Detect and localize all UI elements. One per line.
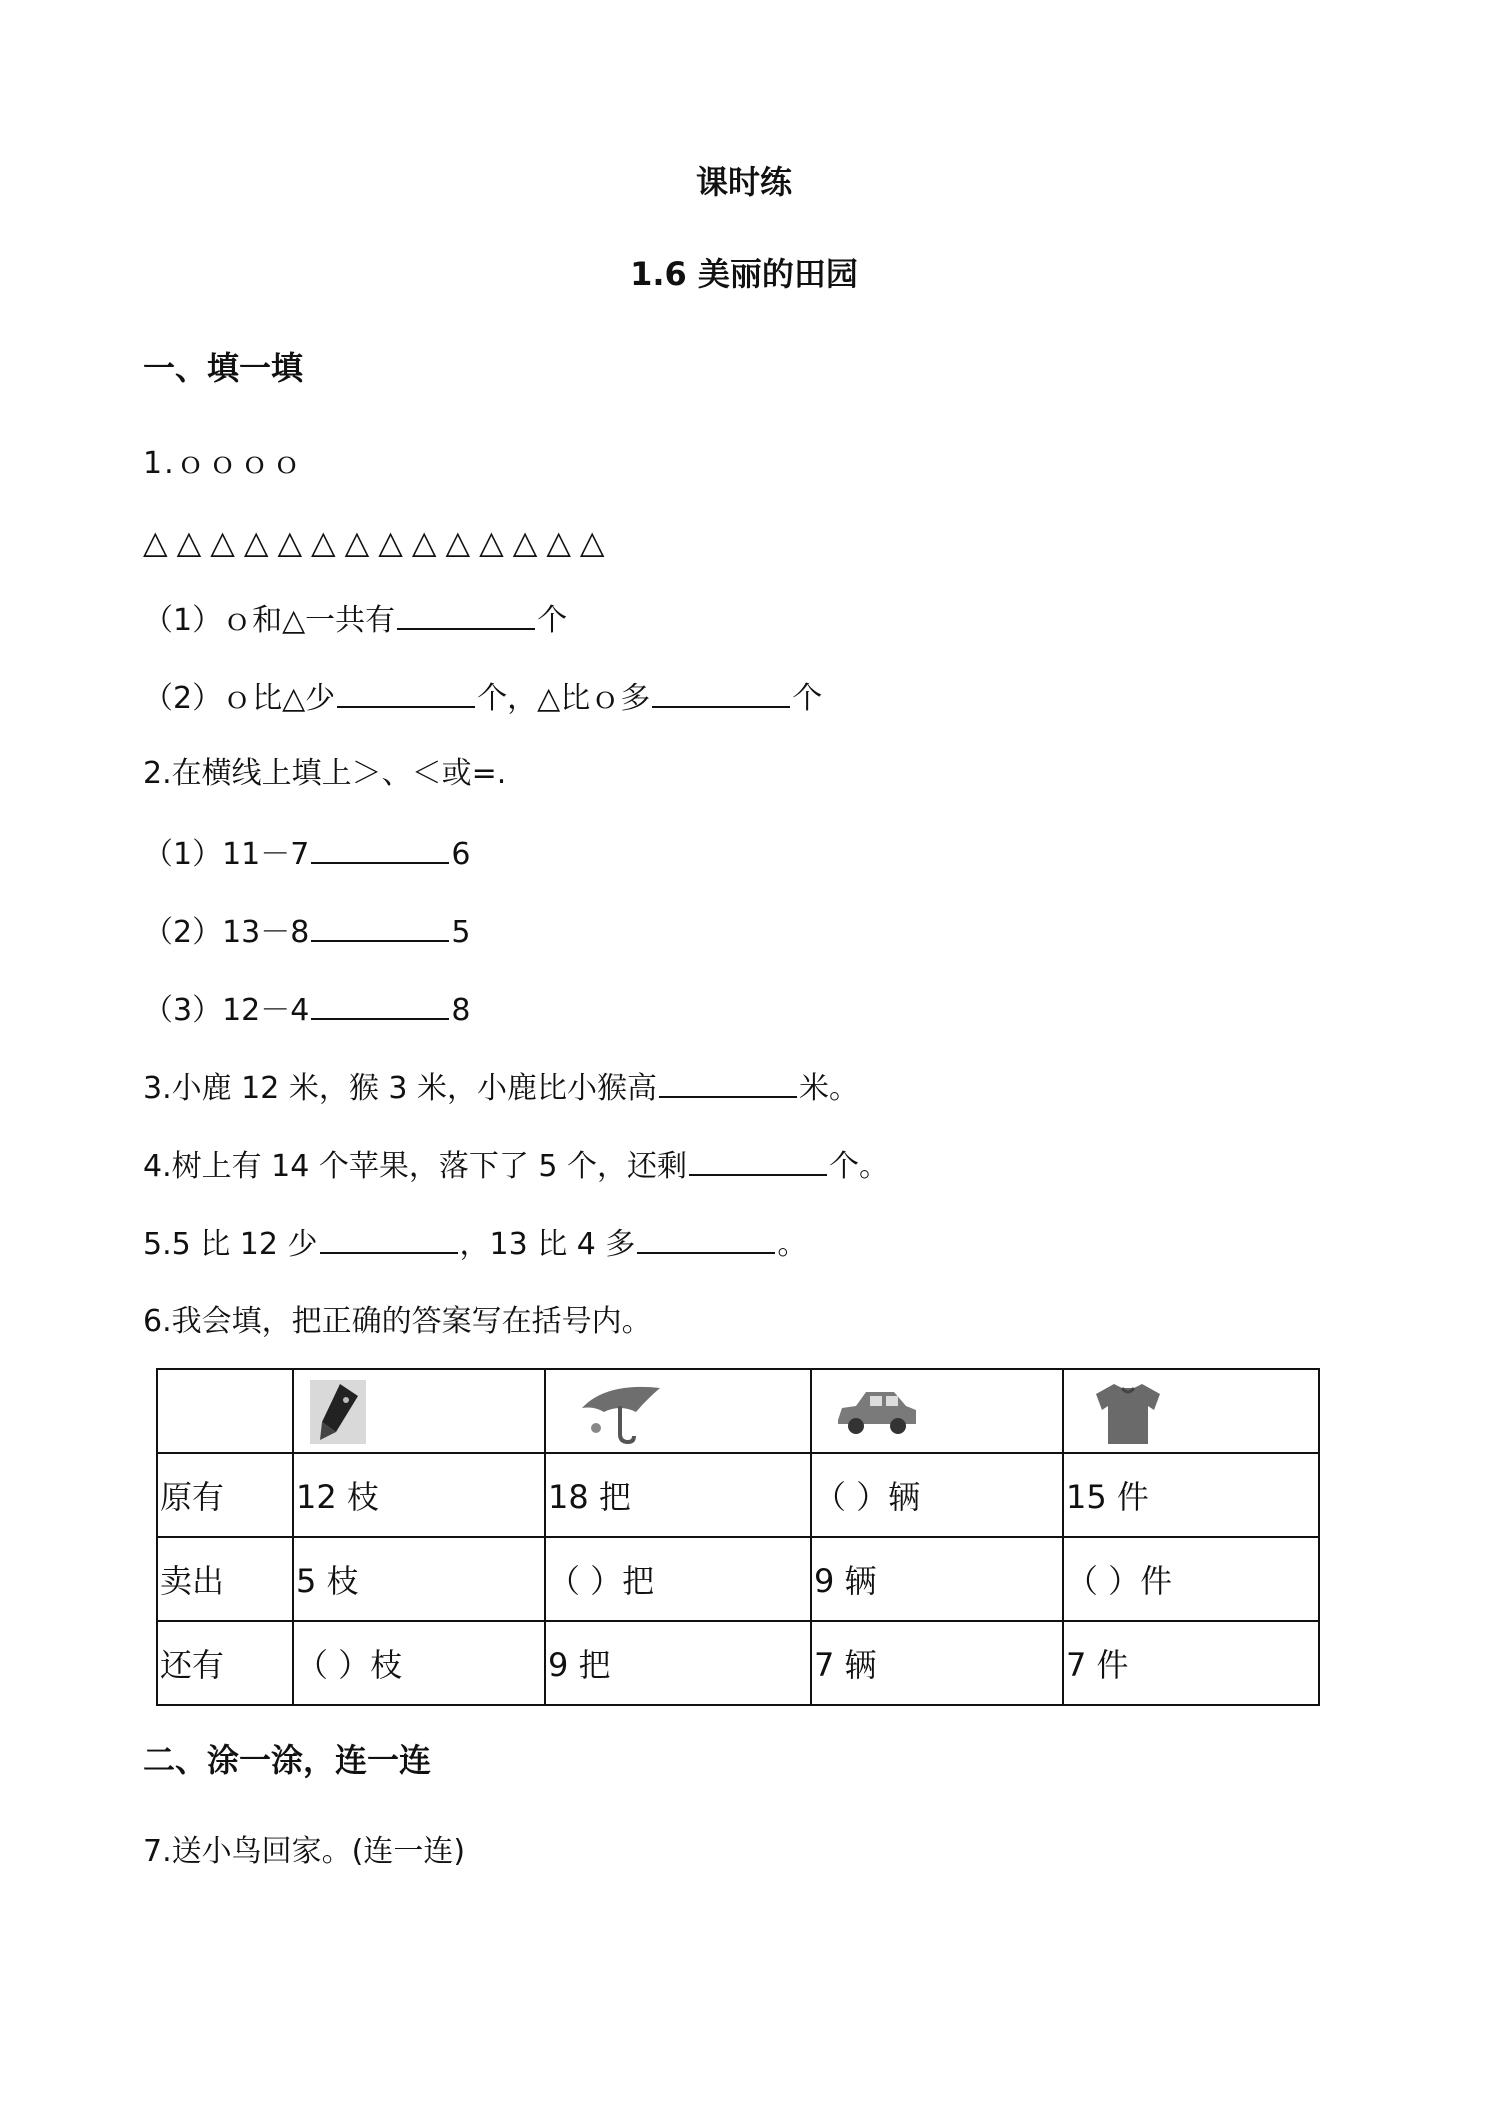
table-header-cell (811, 1369, 1063, 1453)
table-cell: 5 枝 (293, 1537, 545, 1621)
row-label: 还有 (157, 1621, 293, 1705)
table-row (157, 1621, 1319, 1705)
q2-item-left: （2）13－8 (143, 915, 310, 950)
row-label: 原有 (157, 1453, 293, 1537)
q3-text: 3.小鹿 12 米，猴 3 米，小鹿比小猴高 (143, 1071, 658, 1106)
q5 (143, 1222, 807, 1265)
table-cell: 9 把 (545, 1621, 811, 1705)
answer-blank[interactable] (397, 598, 535, 630)
q6-stem: 6.我会填，把正确的答案写在括号内。 (143, 1304, 652, 1339)
q3 (143, 1066, 859, 1109)
q1-circles: 1.ｏｏｏｏ (143, 446, 304, 481)
q5-text: 5.5 比 12 少 (143, 1227, 318, 1262)
q1-triangles: △△△△△△△△△△△△△△ (143, 523, 614, 561)
q4 (143, 1144, 889, 1187)
section2-heading: 二、涂一涂，连一连 (143, 1741, 432, 1779)
q1-part2-text: （2）ｏ比△少 (143, 681, 336, 716)
q2-item-left: （3）12－4 (143, 993, 310, 1028)
table-header-cell (545, 1369, 811, 1453)
q6-table (156, 1368, 1320, 1706)
table-header-cell (293, 1369, 545, 1453)
q1-part1 (143, 598, 567, 641)
lesson-subtitle: 1.6 美丽的田园 (630, 255, 858, 293)
q2-item-right: 6 (451, 837, 471, 872)
table-corner-cell (157, 1369, 293, 1453)
answer-blank[interactable] (311, 988, 449, 1020)
q4-text: 4.树上有 14 个苹果，落下了 5 个，还剩 (143, 1149, 688, 1184)
q4-unit: 个。 (829, 1149, 890, 1184)
table-cell: 7 辆 (811, 1621, 1063, 1705)
table-cell: 9 辆 (811, 1537, 1063, 1621)
table-cell: 7 件 (1063, 1621, 1319, 1705)
answer-blank[interactable] (689, 1144, 827, 1176)
q5-mid: ，13 比 4 多 (459, 1227, 636, 1262)
q7-stem: 7.送小鸟回家。(连一连) (143, 1834, 466, 1869)
table-cell: 15 件 (1063, 1453, 1319, 1537)
q1-part1-unit: 个 (537, 603, 568, 638)
table-row (157, 1537, 1319, 1621)
q2-item (143, 910, 470, 953)
table-cell-answer[interactable]: （ ）辆 (811, 1453, 1063, 1537)
pencil-icon (306, 1378, 370, 1446)
q1-part2 (143, 676, 822, 719)
answer-blank[interactable] (320, 1222, 458, 1254)
table-cell: 12 枝 (293, 1453, 545, 1537)
q1-part1-text: （1）ｏ和△一共有 (143, 603, 396, 638)
answer-blank[interactable] (637, 1222, 775, 1254)
table-header-cell (1063, 1369, 1319, 1453)
table-row (157, 1369, 1319, 1453)
q2-item-right: 5 (451, 915, 471, 950)
table-cell: 18 把 (545, 1453, 811, 1537)
answer-blank[interactable] (311, 832, 449, 864)
table-cell-answer[interactable]: （ ）件 (1063, 1537, 1319, 1621)
q5-end: 。 (777, 1227, 808, 1262)
q2-item-right: 8 (451, 993, 471, 1028)
answer-blank[interactable] (311, 910, 449, 942)
row-label: 卖出 (157, 1537, 293, 1621)
table-cell-answer[interactable]: （ ）把 (545, 1537, 811, 1621)
page-title: 课时练 (695, 163, 792, 201)
q1-part2-mid: 个，△比ｏ多 (477, 681, 651, 716)
q2-item-left: （1）11－7 (143, 837, 310, 872)
answer-blank[interactable] (337, 676, 475, 708)
answer-blank[interactable] (652, 676, 790, 708)
answer-blank[interactable] (659, 1066, 797, 1098)
q2-item (143, 988, 470, 1031)
car-icon (832, 1378, 922, 1446)
table-cell-answer[interactable]: （ ）枝 (293, 1621, 545, 1705)
shirt-icon (1088, 1378, 1168, 1450)
umbrella-icon (576, 1378, 666, 1446)
section1-heading: 一、填一填 (143, 349, 304, 387)
q1-part2-unit: 个 (792, 681, 823, 716)
q2-item (143, 832, 470, 875)
table-row (157, 1453, 1319, 1537)
q3-unit: 米。 (799, 1071, 860, 1106)
q2-stem: 2.在横线上填上＞、＜或=. (143, 756, 507, 791)
